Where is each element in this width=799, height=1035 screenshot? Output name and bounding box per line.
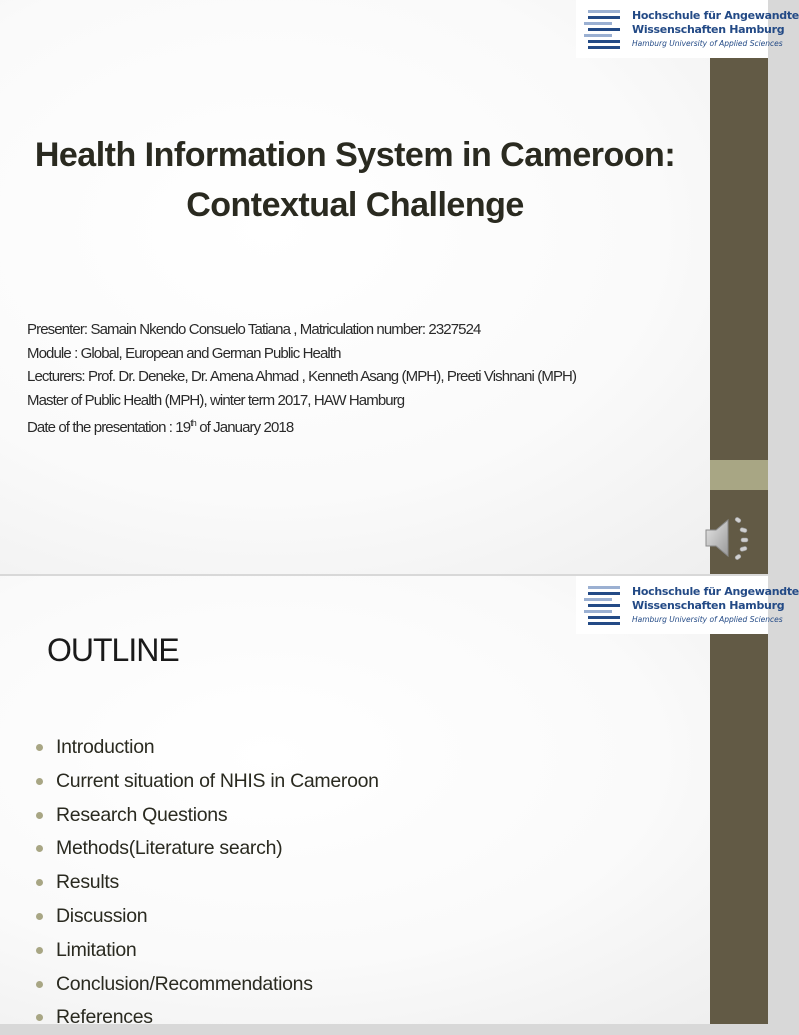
sidebar-accent bbox=[710, 460, 768, 490]
presenter-line: Presenter: Samain Nkendo Consuelo Tatiana , Matriculation number: 2327524 bbox=[27, 321, 481, 338]
bullet-icon bbox=[36, 778, 43, 785]
logo-name-line1: Hochschule für Angewandte bbox=[632, 585, 799, 598]
university-logo bbox=[576, 576, 799, 634]
lecturers-line: Lecturers: Prof. Dr. Deneke, Dr. Amena Ahmad , Kenneth Asang (MPH), Preeti Vishnani (MPH) bbox=[27, 368, 577, 385]
date-line bbox=[27, 412, 576, 440]
list-item bbox=[36, 968, 379, 1002]
outline-title: OUTLINE bbox=[47, 632, 179, 668]
logo-name-line2: Wissenschaften Hamburg bbox=[632, 23, 785, 36]
date-prefix: Date of the presentation : 19 bbox=[27, 419, 191, 436]
slide-title bbox=[0, 130, 710, 230]
logo-mark-icon bbox=[584, 10, 624, 52]
logo-name-line2: Wissenschaften Hamburg bbox=[632, 599, 785, 612]
logo-name-line1: Hochschule für Angewandte bbox=[632, 9, 799, 22]
outline-list bbox=[36, 731, 379, 1035]
list-item-label: References bbox=[56, 1006, 153, 1029]
sidebar-bar bbox=[710, 634, 768, 1024]
bullet-icon bbox=[36, 1014, 43, 1021]
bullet-icon bbox=[36, 981, 43, 988]
list-item bbox=[36, 866, 379, 900]
presentation-info bbox=[27, 318, 576, 440]
list-item-label: Discussion bbox=[56, 904, 148, 927]
bullet-icon bbox=[36, 879, 43, 886]
list-item bbox=[36, 1001, 379, 1035]
bullet-icon bbox=[36, 845, 43, 852]
list-item-label: Results bbox=[56, 871, 119, 894]
bullet-icon bbox=[36, 812, 43, 819]
logo-mark-icon bbox=[584, 586, 624, 628]
bullet-icon bbox=[36, 744, 43, 751]
title-line-2: Contextual Challenge bbox=[186, 186, 524, 224]
module-line: Module : Global, European and German Public Health bbox=[27, 344, 341, 362]
program-line: Master of Public Health (MPH), winter term 2017, HAW Hamburg bbox=[27, 391, 405, 409]
bullet-icon bbox=[36, 947, 43, 954]
logo-name-english: Hamburg University of Applied Sciences bbox=[632, 615, 783, 624]
list-item bbox=[36, 900, 379, 934]
speaker-icon[interactable] bbox=[700, 512, 758, 564]
date-superscript: th bbox=[190, 418, 196, 428]
sidebar-bar bbox=[710, 57, 768, 574]
title-line-1: Health Information System in Cameroon: bbox=[34, 136, 676, 174]
list-item bbox=[36, 832, 379, 866]
list-item-label: Introduction bbox=[56, 736, 155, 758]
university-logo bbox=[576, 0, 799, 58]
logo-name-english: Hamburg University of Applied Sciences bbox=[632, 39, 783, 48]
outline-slide bbox=[0, 576, 799, 1029]
list-item bbox=[36, 731, 379, 765]
list-item-label: Current situation of NHIS in Cameroon bbox=[56, 769, 379, 792]
date-suffix: of January 2018 bbox=[195, 419, 294, 436]
list-item bbox=[36, 765, 379, 799]
list-item-label: Limitation bbox=[56, 938, 137, 961]
list-item-label: Conclusion/Recommendations bbox=[56, 972, 313, 995]
list-item bbox=[36, 934, 379, 968]
list-item bbox=[36, 799, 379, 833]
list-item-label: Research Questions bbox=[56, 803, 228, 826]
list-item-label: Methods(Literature search) bbox=[56, 837, 283, 860]
bullet-icon bbox=[36, 913, 43, 920]
